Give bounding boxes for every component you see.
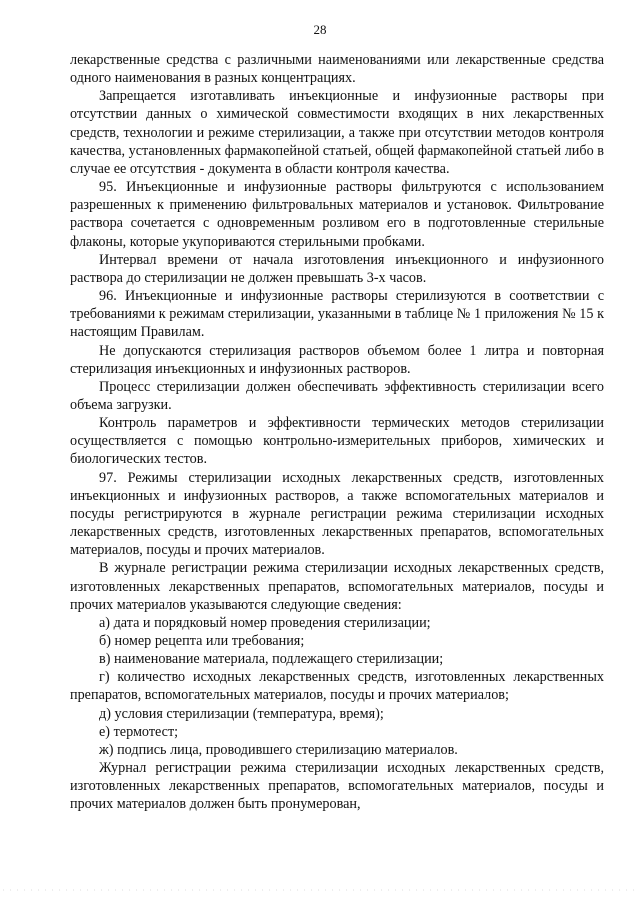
list-item: б) номер рецепта или требования; (99, 633, 305, 649)
document-body (70, 51, 604, 814)
list-item: е) термотест; (99, 723, 179, 740)
list-item: г) количество исходных лекарственных средств, изготовленных лекарственных препаратов, вспомогательных материалов, посуды и прочих материалов; (70, 669, 604, 704)
list-item: в) наименование материала, подлежащего стерилизации; (99, 651, 444, 668)
paragraph: Интервал времени от начала изготовления инъекционного и инфузионного раствора до стерилизации не должен превышать 3-х часов. (70, 251, 604, 286)
paragraph: Не допускаются стерилизация растворов объемом более 1 литра и повторная стерилизация инъекционных и инфузионных растворов. (70, 342, 604, 377)
page-number: 28 (313, 22, 327, 37)
paragraph: 97. Режимы стерилизации исходных лекарственных средств, изготовленных инъекционных и инфузионных растворов, а также вспомогательных материалов и посуды регистрируются в журнале регистрации режима стерилизации исходных лекарственных средств, изготовленных лекарственных препаратов, вспомогательных материалов, посуды и прочих материалов. (70, 469, 604, 559)
paragraph: Процесс стерилизации должен обеспечивать эффективность стерилизации всего объема загрузки. (70, 378, 604, 413)
list-item: д) условия стерилизации (температура, время); (99, 705, 384, 722)
paragraph: лекарственные средства с различными наименованиями или лекарственные средства одного наименования в разных концентрациях. (70, 52, 604, 87)
paragraph: Журнал регистрации режима стерилизации исходных лекарственных средств, изготовленных лекарственных препаратов, вспомогательных материалов, посуды и прочих материалов должен быть пронумерован, (70, 760, 604, 813)
paragraph: Запрещается изготавливать инъекционные и инфузионные растворы при отсутствии данных о химической совместимости входящих в них лекарственных средств, технологии и режиме стерилизации, а также при отсутствии методов контроля качества, установленных фармакопейной статьей, общей фармакопейной статьей либо в случае ее отсутствия - документа в области контроля качества. (70, 88, 604, 177)
list-item: а) дата и порядковый номер проведения стерилизации; (99, 614, 431, 631)
list-item: ж) подпись лица, проводившего стерилизацию материалов. (99, 741, 458, 758)
paragraph: 95. Инъекционные и инфузионные растворы фильтруются с использованием разрешенных к применению фильтровальных материалов и установок. Фильтрование раствора сочетается с одновременным розливом его в подготовленные стерильные флаконы, которые укупориваются стерильными пробками. (70, 179, 604, 250)
paragraph: 96. Инъекционные и инфузионные растворы стерилизуются в соответствии с требованиями к режимам стерилизации, указанными в таблице № 1 приложения № 15 к настоящим Правилам. (70, 288, 604, 341)
paragraph: Контроль параметров и эффективности термических методов стерилизации осуществляется с помощью контрольно-измерительных приборов, химических и биологических тестов. (70, 415, 604, 468)
scan-artifact (0, 889, 640, 891)
paragraph: В журнале регистрации режима стерилизации исходных лекарственных средств, изготовленных лекарственных препаратов, вспомогательных материалов, посуды и прочих материалов указываются следующие сведения: (70, 560, 604, 613)
